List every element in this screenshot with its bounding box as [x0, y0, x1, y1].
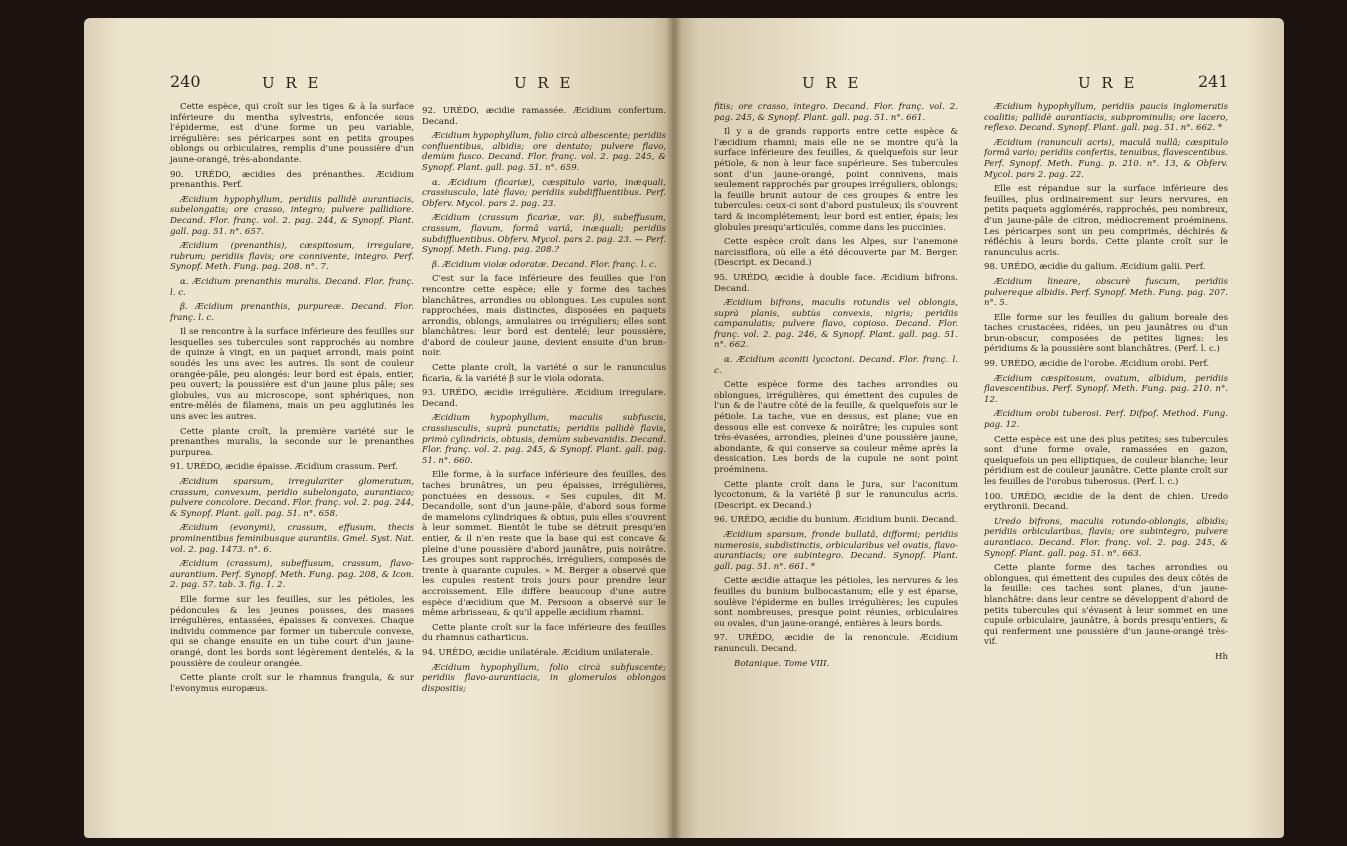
- synonym: Æcidium (ranunculi acris), maculâ nullâ; cæspitulo formâ vario; peridiis confertis, tenuibus, flavescentibus. Perf. Synopf. Meth. Fung. p. 210. n°. 13, & Obferv. Mycol. pars 2. pag. 22.: [984, 137, 1228, 180]
- species-heading: 93. URÉDO, æcidie irrégulière. Æcidium irregulare. Decand.: [422, 388, 666, 409]
- paragraph: Cette espèce forme des taches arrondies ou oblongues, irrégulières, qui émettent des cupules de l'un & de l'autre côté de la feuille, & quelquefois sur le pétiole. La tache, vue en dessus, est plane; vue en dessous elle est convexe & noirâtre; les cupules sont très-évasées, arrondies, pleines d'une poussière jaune, abondante, & qui conserve sa couleur même après la dessication. Les bords de la cupule ne sont point proéminens.: [714, 380, 958, 475]
- paragraph: C'est sur la face inférieure des feuilles que l'on rencontre cette espèce; elle y forme des taches blanchâtres, arrondies ou oblongues. Les cupules sont rapprochées, mais distinctes, disposées en paquets arrondis, oblongs, annulaires ou irréguliers; elles sont blanchâtres: leur bord est dentelé; leur poussière, d'abord de couleur jaune, devient ensuite d'un brun-noir.: [422, 274, 666, 359]
- paragraph: Elle forme sur les feuilles, sur les pétioles, les pédoncules & les jeunes pousses, des masses irrégulières, entassées, épaisses & convexes. Chaque individu commence par former un tubercule convexe, qui se change ensuite en un tube court d'un jaune-orangé, dont les bords sont légèrement dentelés, & la poussière de couleur orangée.: [170, 594, 414, 669]
- synonym: Æcidium hypophyllum, peridiis pallidè aurantiacis, subelongatis; ore crasso, integro; pulvere pallidiore. Decand. Flor. franç. vol. 2. pag. 244, & Synopf. Plant. gall. pag. 51. n°. 657.: [170, 194, 414, 237]
- right-column-2: [984, 102, 1228, 663]
- paragraph: Cette plante forme des taches arrondies ou oblongues, qui émettent des cupules des deux côtés de la feuille: ces taches sont planes, d'un jaune-blanchâtre: dans leur centre se développent d'abord de petits tubercules qui s'évasent à leur sommet en une cupule orbiculaire, jaunâtre, à bords presqu'entiers, & qui renferment une poussière d'un jaune-orangé très-vif.: [984, 563, 1228, 648]
- variety: β. Æcidium violæ odoratæ. Decand. Flor. franç. l. c.: [432, 259, 657, 270]
- catchword: Hh: [1214, 651, 1228, 662]
- variety: α. Æcidium prenanthis muralis. Decand. Flor. franç. l. c.: [170, 276, 414, 298]
- open-book: [84, 18, 1284, 838]
- page-number-right: 241: [1198, 72, 1229, 91]
- species-heading: 96. URÉDO, æcidie du bunium. Æcidium bunii. Decand.: [714, 515, 958, 526]
- synonym: Æcidium hypophyllum, folio circà albescente; peridiis confluentibus, albidis; ore dentato; pulvere flavo, demùm fusco. Decand. Flor. franç. vol. 2. pag. 245, & Synopf. Plant. gall. pag. 51. n°. 659.: [422, 131, 666, 173]
- variety: α. Æcidium aconiti lycoctoni. Decand. Flor. franç. l. c.: [714, 355, 958, 376]
- paragraph: Il y a de grands rapports entre cette espèce & l'æcidium rhamni; mais elle ne se montre qu'à la surface inférieure des feuilles, & quelquefois sur leur pétiole, & non à leur face supérieure. Ses tubercules sont d'un jaune-orangé, point connivens, mais seulement rapprochés par groupes irréguliers, oblongs; la feuille brunit autour de ces groupes & entre les tubercules: ceux-ci sont d'abord pustuleux; ils s'ouvrent tard & incomplétement; leur bord est entier, épais; les globules presqu'articulés, comme dans les puccinies.: [714, 127, 959, 233]
- running-head-left-2: U R E: [514, 74, 574, 92]
- right-column-1: [714, 102, 958, 669]
- species-heading: 91. URÉDO, æcidie épaisse. Æcidium crassum. Perf.: [170, 462, 398, 473]
- synonym: Æcidium (crassum), subeffusum, crassum, flavo-aurantium. Perf. Synopf. Meth. Fung. pag. 208, & Icon. 2. pag. 57. tab. 3. fig. 1. 2.: [170, 559, 414, 591]
- left-page: [84, 18, 674, 838]
- paragraph: Elle forme sur les feuilles du galium boreale des taches crustacées, ridées, un peu jaunâtres ou d'un brun-obscur, composées de petites lignes: les péridiums & la poussière sont blanchâtres. (Perf. l. c.): [984, 312, 1228, 355]
- volume-signature: Botanique. Tome VIII.: [734, 658, 830, 669]
- synonym: Æcidium (evonymi), crassum, effusum, thecis prominentibus feminibusque aurantiis. Gmel. Syst. Nat. vol. 2. pag. 1473. n°. 6.: [170, 523, 414, 555]
- synonym: Æcidium (prenanthis), cæspitosum, irregulare, rubrum; peridiis flavis; ore connivente, integro. Perf. Synopf. Meth. Fung. pag. 208. n°. 7.: [170, 241, 414, 273]
- paragraph: Cette espèce croît dans les Alpes, sur l'anemone narcissiflora, où elle a été découverte par M. Berger. (Descript. ex Decand.): [714, 237, 958, 269]
- synonym: Æcidium sparsum, irregulariter glomeratum, crassum, convexum, peridio subelongato, aurantiaco; pulvere concolore. Decand. Flor. franç. vol. 2. pag. 244, & Synopf. Plant. gall. pag. 51. n°. 658.: [170, 477, 414, 519]
- species-heading: 95. URÉDO, æcidie à double face. Æcidium bifrons. Decand.: [714, 272, 958, 294]
- paragraph: Cette plante croît sur le rhamnus frangula, & sur l'evonymus europæus.: [170, 673, 414, 694]
- paragraph: Elle forme, à la surface inférieure des feuilles, des taches brunâtres, un peu épaisses, irrégulières, ponctuées en dessous. « Ses cupules, dit M. Decandolle, sont d'un jaune-pâle, d'abord sous forme de mamelons cylindriques & obtus, puis elles s'ouvrent à leur sommet. Bientôt le tube se détruit presqu'en entier, & il n'en reste que la base qui est concave & pleine d'une poussière d'abord jaunâtre, puis noirâtre. Les groupes sont rapprochés, irréguliers, composés de trente à quarante cupules. » M. Berger a observé que les cupules restent trois jours pour prendre leur accroissement. Elle diffère beaucoup d'une autre espèce d'æcidium que M. Persoon a observé sur le même arbrisseau, & qu'il appelle æcidium rhamni.: [422, 470, 666, 619]
- synonym: Æcidium bifrons, maculis rotundis vel oblongis, suprà planis, subtùs convexis, nigris; peridiis campanulatis; pulvere flavo, copioso. Decand. Flor. franç. vol. 2. pag. 246, & Synopf. Plant. gall. pag. 51. n°. 662.: [714, 298, 958, 351]
- synonym: Æcidium hypophyllum, maculis subfuscis, crassiusculis, suprà punctatis; peridiis pallidè flavis, primò cylindricis, obtusis, demùm subevanidis. Decand. Flor. franç. vol. 2. pag. 245, & Synopf. Plant. gall. pag. 51. n°. 660.: [422, 413, 666, 466]
- paragraph: Elle est répandue sur la surface inférieure des feuilles, plus ordinairement sur leurs nervures, en petits paquets agglomérés, rapprochés, peu nombreux, d'un jaune-pâle de citron, médiocrement proéminens. Les péricarpes sont un peu comprimés, déchirés & réfléchis à leurs bords. Cette plante croît sur le ranunculus acris.: [984, 184, 1228, 258]
- right-page: [674, 18, 1284, 838]
- synonym: Æcidium (crassum ficariæ, var. β), subeffusum, crassum, flavum, formâ variâ, inæquali; peridiis subdiffluentibus. Obferv. Mycol. pars 2. pag. 23. — Perf. Synopf. Meth. Fung. pag. 208.?: [422, 213, 666, 256]
- synonym: Æcidium hypophyllum, peridiis paucis inglomeratis coalitis; pallidè aurantiacis, subprominulis; ore lacero, reflexo. Decand. Synopf. Plant. gall. pag. 51. n°. 662. *: [984, 102, 1228, 134]
- paragraph: Cette æcidie attaque les pétioles, les nervures & les feuilles du bunium bulbocastanum; elle y est éparse, soulève l'épiderme en bulles irrégulières; les cupules sont nombreuses, presque point réunies, orbiculaires ou ovales, d'un jaune-orangé, entières à leurs bords.: [714, 576, 958, 629]
- paragraph: Cette plante croît, la variété α sur le ranunculus ficaria, & la variété β sur le viola odorata.: [422, 363, 666, 384]
- synonym: Æcidium hypophyllum, folio circà subfuscente; peridiis flavo-aurantiacis, in glomerulos oblongos dispositis;: [422, 662, 666, 694]
- synonym: α. Æcidium (ficariæ), cæspitulo vario, inæquali, crassiusculo, latè flavo; peridiis subdiffluentibus. Perf. Obferv. Mycol. pars 2. pag. 23.: [422, 177, 666, 209]
- book-gutter: [666, 18, 682, 838]
- paragraph: Cette plante croît sur la face inférieure des feuilles du rhamnus catharticus.: [422, 622, 666, 644]
- species-heading: 94. URÉDO, æcidie unilatérale. Æcidium unilaterale.: [422, 647, 653, 658]
- synonym: Æcidium cæspitosum, ovatum, albidum, peridiis flavescentibus. Perf. Synopf. Meth. Fung. pag. 210. n°. 12.: [984, 373, 1228, 405]
- species-heading: 90. URÉDO, æcidies des prénanthes. Æcidium prenanthis. Perf.: [170, 169, 414, 191]
- synonym: Æcidium sparsum, fronde bullatâ, difformi; peridiis numerosis, subdistinctis, orbicularibus vel ovatis, flavo-aurantiacis; ore subintegro. Decand. Synopf. Plant. gall. pag. 51. n°. 661. *: [714, 529, 958, 572]
- species-heading: 99. URÉDO, æcidie de l'orobe. Æcidium orobi. Perf.: [984, 359, 1210, 370]
- running-head-left-1: U R E: [262, 74, 322, 92]
- page-number-left: 240: [170, 72, 201, 91]
- synonym: Æcidium lineare, obscurè fuscum, peridiis pulvereque albidis. Perf. Synopf. Meth. Fung. pag. 207. n°. 5.: [984, 276, 1228, 309]
- species-heading: 97. URÉDO, æcidie de la renoncule. Æcidium ranunculi. Decand.: [714, 633, 958, 654]
- paragraph: Il se rencontre à la surface inférieure des feuilles sur lesquelles ses tubercules sont rapprochés au nombre de quinze à vingt, en un paquet arrondi, mais point soudés les uns avec les autres. Ils sont de couleur orangée-pâle, peu alongés: leur bord est épais, entier, peu ouvert; la poussière est d'un jaune plus pâle; ses globules, vus au microscope, sont sphériques, non entre-mêlés de filamens, mais un peu agglutinés les uns avec les autres.: [170, 327, 414, 423]
- species-heading: 92. URÉDO, æcidie ramassée. Æcidium confertum. Decand.: [422, 106, 666, 127]
- paragraph: Cette espèce est une des plus petites; ses tubercules sont d'une forme ovale, ramassées en gazon, quelquefois un peu elliptiques, de couleur blanche; leur péridium est de couleur jaunâtre. Cette plante croît sur les feuilles de l'orobus tuberosus. (Perf. l. c.): [984, 434, 1228, 487]
- left-column-1: [170, 102, 414, 698]
- paragraph: Cette plante croît dans le Jura, sur l'aconitum lycoctonum, & la variété β sur le ranunculus acris. (Descript. ex Decand.): [714, 479, 958, 511]
- paragraph: Cette plante croît, la première variété sur le prenanthes muralis, la seconde sur le prenanthes purpurea.: [170, 426, 414, 458]
- paragraph: Cette espèce, qui croît sur les tiges & à la surface inférieure du mentha sylvestris, enfoncée sous l'épiderme, est d'une forme un peu variable, irrégulière: ses péricarpes sont en petits groupes oblongs ou orbiculaires, remplis d'une poussière d'un jaune-orangé, très-abondante.: [170, 102, 414, 165]
- running-head-right-1: U R E: [802, 74, 862, 92]
- synonym: Æcidium orobi tuberosi. Perf. Difpof. Method. Fung. pag. 12.: [984, 409, 1228, 431]
- species-heading: 98. URÉDO, æcidie du galium. Æcidium galii. Perf.: [984, 262, 1206, 273]
- variety: β. Æcidium prenanthis, purpureæ. Decand. Flor. franç. l. c.: [170, 302, 414, 323]
- species-heading: 100. URÉDO, æcidie de la dent de chien. Uredo erythronii. Decand.: [984, 491, 1228, 513]
- synonym: Uredo bifrons, maculis rotundo-oblongis, albidis; peridiis orbicularibus, flavis; ore subintegro, pulvere aurantiaco. Decand. Flor. franç. vol. 2. pag. 245, & Synopf. Plant. gall. pag. 51. n°. 663.: [984, 516, 1228, 559]
- running-head-right-2: U R E: [1078, 74, 1138, 92]
- synonym-continued: fitis; ore crasso, integro. Decand. Flor. franç. vol. 2. pag. 245, & Synopf. Plant. gall. pag. 51. n°. 661.: [714, 102, 958, 123]
- left-column-2: [422, 102, 666, 698]
